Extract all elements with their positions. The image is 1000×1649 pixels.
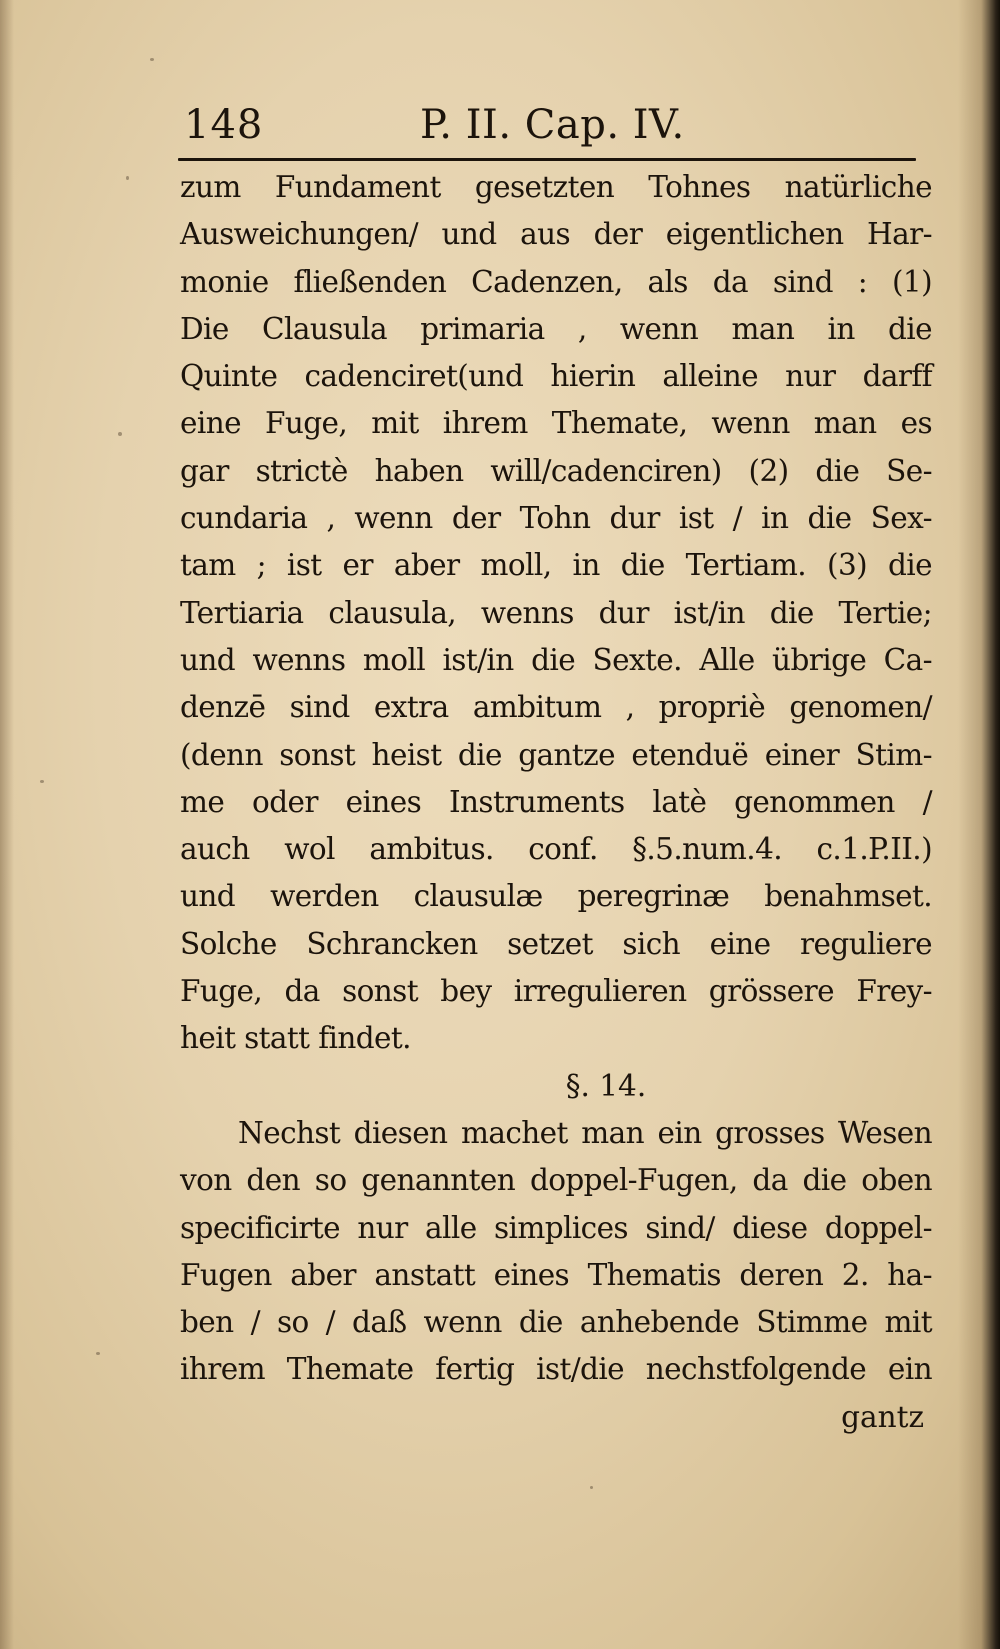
text-line: ben / so / daß wenn die anhebende Stimme mit: [180, 1305, 932, 1340]
page-number: 148: [184, 102, 264, 148]
text-line: Fuge, da sonst bey irregulieren grössere Frey-: [180, 974, 932, 1009]
text-line: monie fließenden Cadenzen, als da sind : (1): [180, 264, 932, 299]
text-line: Quinte cadenciret(und hierin alleine nur darff: [180, 359, 932, 394]
paper-speck: [126, 176, 129, 180]
page-header: [184, 88, 924, 150]
text-line: me oder eines Instruments latè genommen /: [180, 784, 932, 819]
text-line: Tertiaria clausula, wenns dur ist/in die Tertie;: [180, 595, 932, 630]
paper-speck: [150, 58, 154, 61]
text-line: und werden clausulæ peregrinæ benahmset.: [180, 879, 932, 914]
text-line: specificirte nur alle simplices sind/ diese doppel-: [180, 1210, 932, 1245]
text-line: Die Clausula primaria , wenn man in die: [180, 311, 932, 346]
section-heading: §. 14.: [565, 1068, 647, 1103]
text-line: zum Fundament gesetzten Tohnes natürliche: [180, 170, 932, 204]
text-line: (denn sonst heist die gantze etenduë einer Stim-: [180, 737, 932, 772]
text-line: denzē sind extra ambitum , propriè genomen/: [180, 690, 932, 725]
header-rule: [178, 158, 916, 161]
book-gutter-shadow: [958, 0, 1000, 1649]
running-head: P. II. Cap. IV.: [420, 102, 685, 148]
catchword: gantz: [841, 1399, 924, 1434]
page-body: [180, 164, 932, 1441]
text-line: ihrem Themate fertig ist/die nechstfolgende ein: [180, 1352, 932, 1387]
paper-speck: [118, 432, 122, 436]
paper-speck: [40, 780, 44, 783]
text-line: eine Fuge, mit ihrem Themate, wenn man es: [180, 406, 932, 441]
text-line: und wenns moll ist/in die Sexte. Alle übrige Ca-: [180, 642, 932, 677]
text-line: heit statt findet.: [180, 1021, 411, 1056]
text-line: Ausweichungen/ und aus der eigentlichen Har-: [180, 217, 932, 252]
text-line: tam ; ist er aber moll, in die Tertiam. (3) die: [180, 548, 932, 583]
text-line: von den so genannten doppel-Fugen, da die oben: [180, 1163, 932, 1198]
paper-speck: [590, 1486, 593, 1489]
text-line: Nechst diesen machet man ein grosses Wesen: [238, 1115, 932, 1150]
text-line: auch wol ambitus. conf. §.5.num.4. c.1.P.II.): [180, 832, 932, 867]
text-line: gar strictè haben will/cadenciren) (2) die Se-: [180, 453, 932, 488]
text-line: Fugen aber anstatt eines Thematis deren 2. ha-: [180, 1257, 932, 1292]
text-line: Solche Schrancken setzet sich eine reguliere: [180, 926, 932, 961]
page-left-shadow: [0, 0, 14, 1649]
paper-speck: [96, 1352, 100, 1355]
text-line: cundaria , wenn der Tohn dur ist / in die Sex-: [180, 501, 932, 536]
